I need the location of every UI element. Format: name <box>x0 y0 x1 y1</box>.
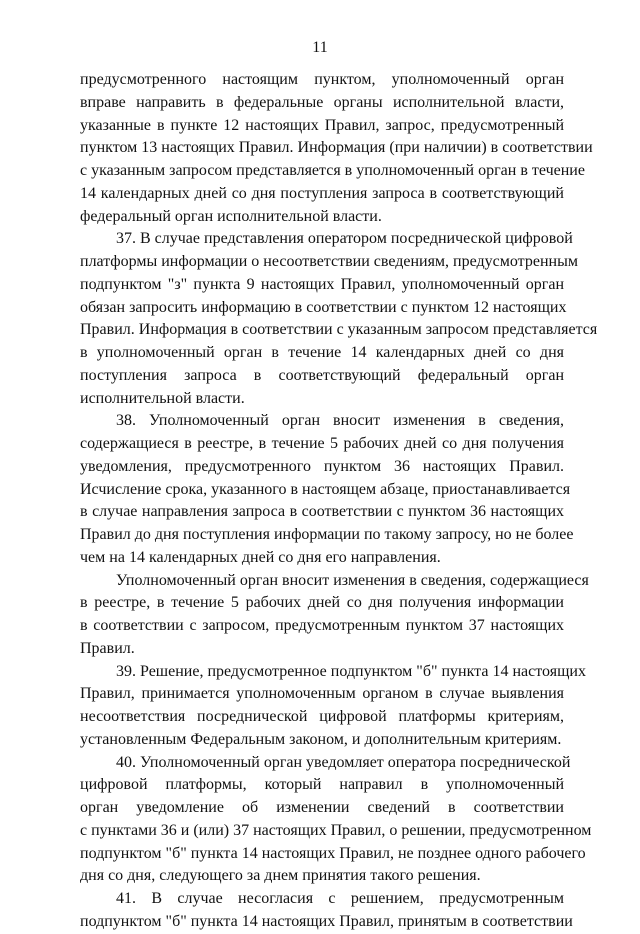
text-line: в случае направления запроса в соответствии с пунктом 36 настоящих <box>80 503 564 521</box>
text-line: вправе направить в федеральные органы исполнительной власти, <box>80 93 564 111</box>
paragraph-continued <box>80 69 593 228</box>
text-line: 41. В случае несогласия с решением, предусмотренным <box>116 890 564 907</box>
text-line: подпунктом "з" пункта 9 настоящих Правил, уполномоченный орган <box>80 275 564 293</box>
text-line: обязан запросить информацию в соответствии с пунктом 12 настоящих <box>80 298 567 316</box>
paragraph-38 <box>80 410 574 569</box>
text-line: Правил, принимается уполномоченным органом в случае выявления <box>80 685 564 703</box>
text-line: в соответствии с запросом, предусмотренным пунктом 37 настоящих <box>80 617 564 634</box>
text-line: федеральный орган исполнительной власти. <box>80 207 382 225</box>
text-line: уведомления, предусмотренного пунктом 36 настоящих Правил. <box>80 457 564 475</box>
text-line: в реестре, в течение 5 рабочих дней со дня получения информации <box>80 594 564 612</box>
paragraph-41 <box>80 888 573 934</box>
text-line: 39. Решение, предусмотренное подпунктом "б" пункта 14 настоящих <box>116 662 586 680</box>
text-line: подпунктом "б" пункта 14 настоящих Правил, не позднее одного рабочего <box>80 844 586 862</box>
text-line: платформы информации о несоответствии сведениям, предусмотренным <box>80 253 578 270</box>
text-line: чем на 14 календарных дней со дня его направления. <box>80 548 441 566</box>
text-line: содержащиеся в реестре, в течение 5 рабочих дней со дня получения <box>80 435 564 452</box>
paragraph-39 <box>80 661 586 752</box>
text-line: 37. В случае представления оператором посреднической цифровой <box>116 230 573 248</box>
text-line: Исчисление срока, указанного в настоящем абзаце, приостанавливается <box>80 480 571 498</box>
text-line: Уполномоченный орган вносит изменения в сведения, содержащиеся <box>116 571 589 589</box>
text-line: с указанным запросом представляется в уполномоченный орган в течение <box>80 162 585 179</box>
text-line: дня со дня, следующего за днем принятия такого решения. <box>80 867 481 885</box>
text-line: указанные в пункте 12 настоящих Правил, запрос, предусмотренный <box>80 116 564 134</box>
text-line: 14 календарных дней со дня поступления запроса в соответствующий <box>80 184 564 202</box>
paragraph-40 <box>80 752 592 889</box>
paragraph-38-second <box>80 570 589 661</box>
page-number: 11 <box>312 39 328 56</box>
text-line: Правил до дня поступления информации по такому запросу, но не более <box>80 526 574 543</box>
text-line: в уполномоченный орган в течение 14 календарных дней со дня <box>80 344 564 361</box>
text-line: с пунктами 36 и (или) 37 настоящих Правил, о решении, предусмотренном <box>80 821 592 839</box>
text-line: пунктом 13 настоящих Правил. Информация (при наличии) в соответствии <box>80 139 593 157</box>
text-line: Правил. Информация в соответствии с указанным запросом представляется <box>80 321 598 339</box>
text-line: 38. Уполномоченный орган вносит изменения в сведения, <box>116 412 564 430</box>
paragraph-37 <box>80 228 598 410</box>
document-body <box>80 69 598 934</box>
text-line: предусмотренного настоящим пунктом, уполномоченный орган <box>80 71 564 88</box>
text-line: орган уведомление об изменении сведений в соответствии <box>80 799 564 816</box>
text-line: исполнительной власти. <box>80 389 245 407</box>
text-line: несоответствия посреднической цифровой платформы критериям, <box>80 708 564 725</box>
text-line: установленным Федеральным законом, и дополнительным критериям. <box>80 730 562 748</box>
text-line: Правил. <box>80 639 135 657</box>
text-line: 40. Уполномоченный орган уведомляет оператора посреднической <box>116 753 571 771</box>
text-line: подпунктом "б" пункта 14 настоящих Правил, принятым в соответствии <box>80 912 573 930</box>
text-line: цифровой платформы, который направил в уполномоченный <box>80 776 564 794</box>
text-line: поступления запроса в соответствующий федеральный орган <box>80 366 564 384</box>
